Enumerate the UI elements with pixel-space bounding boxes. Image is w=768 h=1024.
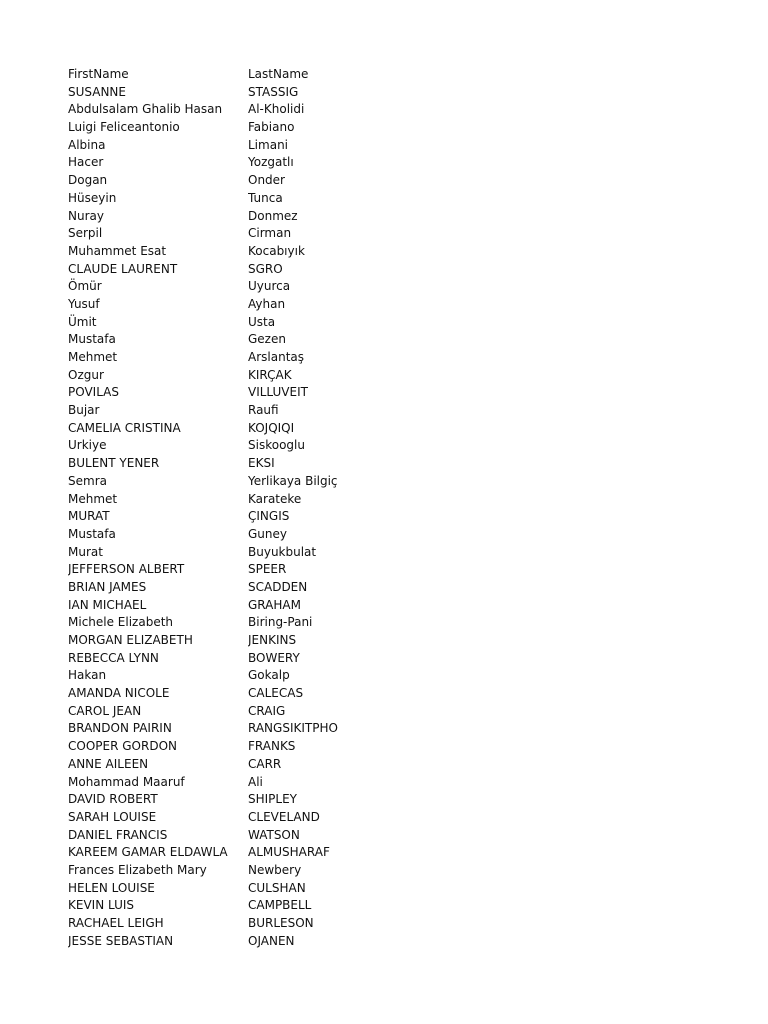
table-row bbox=[68, 278, 708, 296]
cell-lastname: Gezen bbox=[248, 332, 286, 347]
cell-lastname: BOWERY bbox=[248, 650, 300, 665]
cell-lastname: STASSIG bbox=[248, 84, 299, 99]
cell-firstname: CAMELIA CRISTINA bbox=[68, 420, 181, 435]
cell-lastname: SHIPLEY bbox=[248, 792, 298, 807]
cell-lastname: Ayhan bbox=[248, 296, 286, 311]
table-row bbox=[68, 225, 708, 243]
cell-lastname: Onder bbox=[248, 173, 285, 188]
cell-firstname: COOPER GORDON bbox=[68, 739, 177, 754]
cell-lastname: Buyukbulat bbox=[248, 544, 317, 559]
table-row bbox=[68, 880, 708, 898]
table-row bbox=[68, 508, 708, 526]
table-row bbox=[68, 119, 708, 137]
table-row bbox=[68, 437, 708, 455]
cell-firstname: RACHAEL LEIGH bbox=[68, 916, 164, 930]
cell-lastname: EKSI bbox=[248, 456, 275, 471]
cell-firstname: KEVIN LUIS bbox=[68, 898, 135, 913]
table-row bbox=[68, 402, 708, 420]
cell-firstname: JEFFERSON ALBERT bbox=[68, 562, 185, 577]
cell-lastname: Cirman bbox=[248, 226, 292, 241]
cell-firstname: Hacer bbox=[68, 155, 104, 170]
cell-firstname: IAN MICHAEL bbox=[68, 597, 147, 612]
cell-lastname: BURLESON bbox=[248, 916, 314, 930]
cell-lastname: Al-Kholidi bbox=[248, 102, 305, 117]
cell-lastname: Newbery bbox=[248, 862, 302, 877]
table-row bbox=[68, 154, 708, 172]
cell-firstname: ANNE AILEEN bbox=[68, 756, 149, 771]
table-row bbox=[68, 473, 708, 491]
cell-lastname: Raufi bbox=[248, 403, 279, 418]
table-row bbox=[68, 720, 708, 738]
table-row bbox=[68, 791, 708, 809]
table-row bbox=[68, 597, 708, 615]
table-row bbox=[68, 137, 708, 155]
cell-lastname: CALECAS bbox=[248, 686, 304, 701]
column-header-lastname: LastName bbox=[248, 67, 309, 81]
cell-firstname: Hüseyin bbox=[68, 190, 117, 205]
table-row bbox=[68, 526, 708, 544]
cell-firstname: SUSANNE bbox=[68, 84, 126, 99]
cell-lastname: CULSHAN bbox=[248, 880, 306, 895]
cell-firstname: Ozgur bbox=[68, 367, 104, 382]
cell-firstname: Ömür bbox=[68, 279, 102, 294]
cell-lastname: CRAIG bbox=[248, 703, 286, 718]
cell-lastname: JENKINS bbox=[248, 633, 297, 647]
cell-firstname: REBECCA LYNN bbox=[68, 650, 159, 665]
cell-firstname: Muhammet Esat bbox=[68, 243, 167, 258]
table-row bbox=[68, 420, 708, 438]
table-row bbox=[68, 738, 708, 756]
table-row bbox=[68, 101, 708, 119]
cell-lastname: Biring-Pani bbox=[248, 615, 313, 630]
cell-lastname: Ali bbox=[248, 774, 263, 789]
cell-lastname: Arslantaş bbox=[248, 350, 304, 364]
table-row bbox=[68, 685, 708, 703]
table-row bbox=[68, 384, 708, 402]
cell-lastname: SGRO bbox=[248, 261, 283, 276]
cell-firstname: Albina bbox=[68, 137, 106, 152]
cell-firstname: Luigi Feliceantonio bbox=[68, 120, 180, 135]
table-row bbox=[68, 774, 708, 792]
cell-firstname: MURAT bbox=[68, 509, 110, 524]
cell-firstname: DAVID ROBERT bbox=[68, 792, 158, 807]
table-row bbox=[68, 933, 708, 951]
cell-lastname: RANGSIKITPHO bbox=[248, 721, 338, 736]
cell-lastname: Limani bbox=[248, 137, 289, 152]
cell-firstname: Urkiye bbox=[68, 438, 107, 453]
cell-lastname: Usta bbox=[248, 314, 276, 329]
cell-lastname: CLEVELAND bbox=[248, 809, 320, 824]
cell-lastname: CAMPBELL bbox=[248, 898, 312, 913]
cell-firstname: Dogan bbox=[68, 173, 108, 188]
cell-lastname: ÇINGIS bbox=[248, 509, 290, 524]
cell-firstname: SARAH LOUISE bbox=[68, 809, 157, 824]
table-header-row bbox=[68, 66, 708, 84]
cell-lastname: SCADDEN bbox=[248, 579, 308, 594]
cell-firstname: AMANDA NICOLE bbox=[68, 686, 170, 701]
table-row bbox=[68, 844, 708, 862]
cell-lastname: WATSON bbox=[248, 827, 300, 842]
cell-lastname: Fabiano bbox=[248, 120, 295, 135]
table-body bbox=[68, 84, 708, 951]
cell-lastname: Guney bbox=[248, 526, 287, 541]
cell-firstname: Abdulsalam Ghalib Hasan bbox=[68, 102, 223, 117]
cell-lastname: CARR bbox=[248, 756, 282, 771]
table-row bbox=[68, 667, 708, 685]
cell-lastname: GRAHAM bbox=[248, 597, 301, 612]
cell-lastname: Karateke bbox=[248, 491, 302, 506]
cell-firstname: Murat bbox=[68, 544, 103, 559]
table-row bbox=[68, 367, 708, 385]
table-row bbox=[68, 809, 708, 827]
cell-firstname: Mustafa bbox=[68, 332, 116, 347]
table-row bbox=[68, 84, 708, 102]
table-row bbox=[68, 650, 708, 668]
cell-firstname: JESSE SEBASTIAN bbox=[68, 933, 174, 948]
cell-firstname: CAROL JEAN bbox=[68, 703, 142, 718]
cell-firstname: Mustafa bbox=[68, 526, 116, 541]
table-row bbox=[68, 897, 708, 915]
cell-lastname: Tunca bbox=[248, 190, 283, 205]
table-row bbox=[68, 296, 708, 314]
names-table bbox=[68, 66, 708, 950]
table-row bbox=[68, 703, 708, 721]
cell-firstname: Mohammad Maaruf bbox=[68, 774, 185, 789]
cell-firstname: HELEN LOUISE bbox=[68, 880, 155, 895]
table-row bbox=[68, 331, 708, 349]
table-row bbox=[68, 915, 708, 933]
cell-firstname: Serpil bbox=[68, 226, 103, 241]
cell-lastname: ALMUSHARAF bbox=[248, 845, 330, 860]
table-row bbox=[68, 190, 708, 208]
cell-firstname: BULENT YENER bbox=[68, 456, 160, 471]
cell-lastname: Gokalp bbox=[248, 668, 290, 683]
cell-firstname: Mehmet bbox=[68, 491, 118, 506]
cell-firstname: Bujar bbox=[68, 403, 100, 418]
table-row bbox=[68, 455, 708, 473]
cell-lastname: Yerlikaya Bilgiç bbox=[248, 473, 338, 488]
table-row bbox=[68, 561, 708, 579]
table-row bbox=[68, 579, 708, 597]
cell-firstname: KAREEM GAMAR ELDAWLA bbox=[68, 845, 228, 860]
cell-firstname: BRIAN JAMES bbox=[68, 579, 147, 594]
cell-lastname: VILLUVEIT bbox=[248, 385, 308, 400]
cell-firstname: POVILAS bbox=[68, 385, 120, 400]
cell-lastname: Kocabıyık bbox=[248, 243, 305, 258]
cell-firstname: MORGAN ELIZABETH bbox=[68, 633, 193, 647]
table-row bbox=[68, 632, 708, 650]
cell-firstname: Michele Elizabeth bbox=[68, 615, 174, 630]
table-row bbox=[68, 314, 708, 332]
table-row bbox=[68, 544, 708, 562]
cell-firstname: Mehmet bbox=[68, 350, 118, 364]
table-row bbox=[68, 862, 708, 880]
table-row bbox=[68, 491, 708, 509]
table-row bbox=[68, 827, 708, 845]
cell-lastname: Yozgatlı bbox=[248, 155, 294, 170]
cell-firstname: Ümit bbox=[68, 314, 97, 329]
cell-firstname: BRANDON PAIRIN bbox=[68, 721, 172, 736]
cell-lastname: Donmez bbox=[248, 208, 298, 223]
table-row bbox=[68, 172, 708, 190]
cell-lastname: SPEER bbox=[248, 562, 287, 577]
cell-firstname: CLAUDE LAURENT bbox=[68, 261, 178, 276]
table-row bbox=[68, 261, 708, 279]
column-header-firstname: FirstName bbox=[68, 67, 129, 81]
cell-lastname: OJANEN bbox=[248, 933, 295, 948]
cell-lastname: KIRÇAK bbox=[248, 367, 292, 382]
table-row bbox=[68, 208, 708, 226]
table-row bbox=[68, 614, 708, 632]
table-row bbox=[68, 756, 708, 774]
cell-firstname: Nuray bbox=[68, 208, 104, 223]
cell-firstname: Semra bbox=[68, 473, 107, 488]
cell-lastname: KOJQIQI bbox=[248, 420, 295, 435]
cell-firstname: Hakan bbox=[68, 668, 107, 683]
cell-lastname: FRANKS bbox=[248, 739, 296, 754]
cell-firstname: DANIEL FRANCIS bbox=[68, 827, 168, 842]
table-row bbox=[68, 243, 708, 261]
cell-lastname: Siskooglu bbox=[248, 438, 305, 453]
table-row bbox=[68, 349, 708, 367]
cell-lastname: Uyurca bbox=[248, 279, 291, 294]
cell-firstname: Yusuf bbox=[68, 296, 100, 311]
cell-firstname: Frances Elizabeth Mary bbox=[68, 862, 207, 877]
